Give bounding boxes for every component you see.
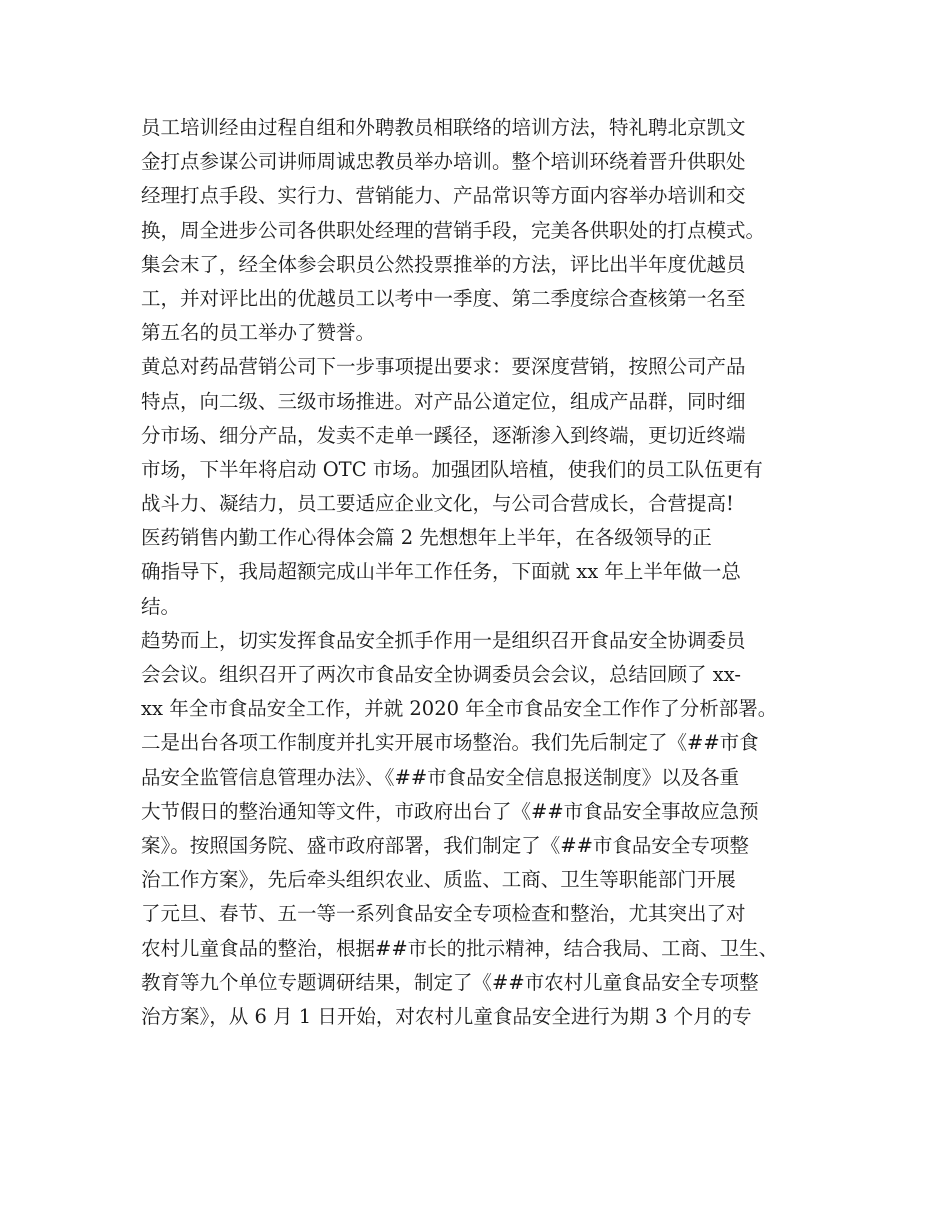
text-line: 会会议。组织召开了两次市食品安全协调委员会会议，总结回顾了 xx- — [141, 663, 741, 686]
text-line: 治工作方案》，先后牵头组织农业、质监、工商、卫生等职能部门开展 — [141, 868, 736, 892]
text-line: 大节假日的整治通知等文件，市政府出台了《##市食品安全事故应急预 — [141, 799, 759, 823]
text-line: 治方案》，从 6 月 1 日开始，对农村儿童食品安全进行为期 3 个月的专 — [141, 1004, 752, 1028]
text-line: 医药销售内勤工作心得体会篇 2 先想想年上半年，在各级领导的正 — [141, 526, 712, 550]
text-line: 市场，下半年将启动 OTC 市场。加强团队培植，使我们的员工队伍更有 — [141, 457, 763, 481]
text-line: xx 年全市食品安全工作，并就 2020 年全市食品安全工作作了分析部署。 — [141, 697, 778, 721]
text-line: 趋势而上，切实发挥食品安全抓手作用一是组织召开食品安全协调委员 — [141, 628, 746, 652]
text-line: 分市场、细分产品，发卖不走单一蹊径，逐渐渗入到终端，更切近终端 — [141, 423, 746, 447]
text-line: 员工培训经由过程自组和外聘教员相联络的培训方法，特礼聘北京凯文 — [141, 116, 746, 139]
text-line: 经理打点手段、实行力、营销能力、产品常识等方面内容举办培训和交 — [141, 184, 746, 208]
text-line: 教育等九个单位专题调研结果，制定了《##市农村儿童食品安全专项整 — [141, 970, 759, 994]
text-line: 特点，向二级、三级市场推进。对产品公道定位，组成产品群，同时细 — [141, 389, 746, 413]
body-text — [141, 111, 821, 1034]
text-line: 品安全监管信息管理办法》、《##市食品安全信息报送制度》以及各重 — [141, 765, 740, 789]
text-line: 战斗力、凝结力，员工要适应企业文化，与公司合营成长，合营提高! — [141, 492, 734, 516]
text-line: 工，并对评比出的优越员工以考中一季度、第二季度综合查核第一名至 — [141, 286, 746, 310]
text-line: 换，周全进步公司各供职处经理的营销手段，完美各供职处的打点模式。 — [141, 218, 766, 242]
text-line: 了元旦、春节、五一等一系列食品安全专项检查和整治，尤其突出了对 — [141, 902, 746, 926]
text-line: 黄总对药品营销公司下一步事项提出要求：要深度营销，按照公司产品 — [141, 355, 746, 379]
text-line: 第五名的员工举办了赞誉。 — [141, 321, 376, 345]
text-line: 金打点参谋公司讲师周诚忠教员举办培训。整个培训环绕着晋升供职处 — [141, 150, 746, 174]
text-line: 确指导下，我局超额完成山半年工作任务，下面就 xx 年上半年做一总 — [141, 560, 741, 584]
text-line: 集会末了，经全体参会职员公然投票推举的方法，评比出半年度优越员 — [141, 252, 746, 276]
text-line: 农村儿童食品的整治，根据##市长的批示精神，结合我局、工商、卫生、 — [141, 936, 779, 960]
text-line: 结。 — [141, 594, 181, 618]
text-line: 二是出台各项工作制度并扎实开展市场整治。我们先后制定了《##市食 — [141, 731, 759, 755]
text-line: 案》。按照国务院、盛市政府部署，我们制定了《##市食品安全专项整 — [141, 833, 749, 857]
